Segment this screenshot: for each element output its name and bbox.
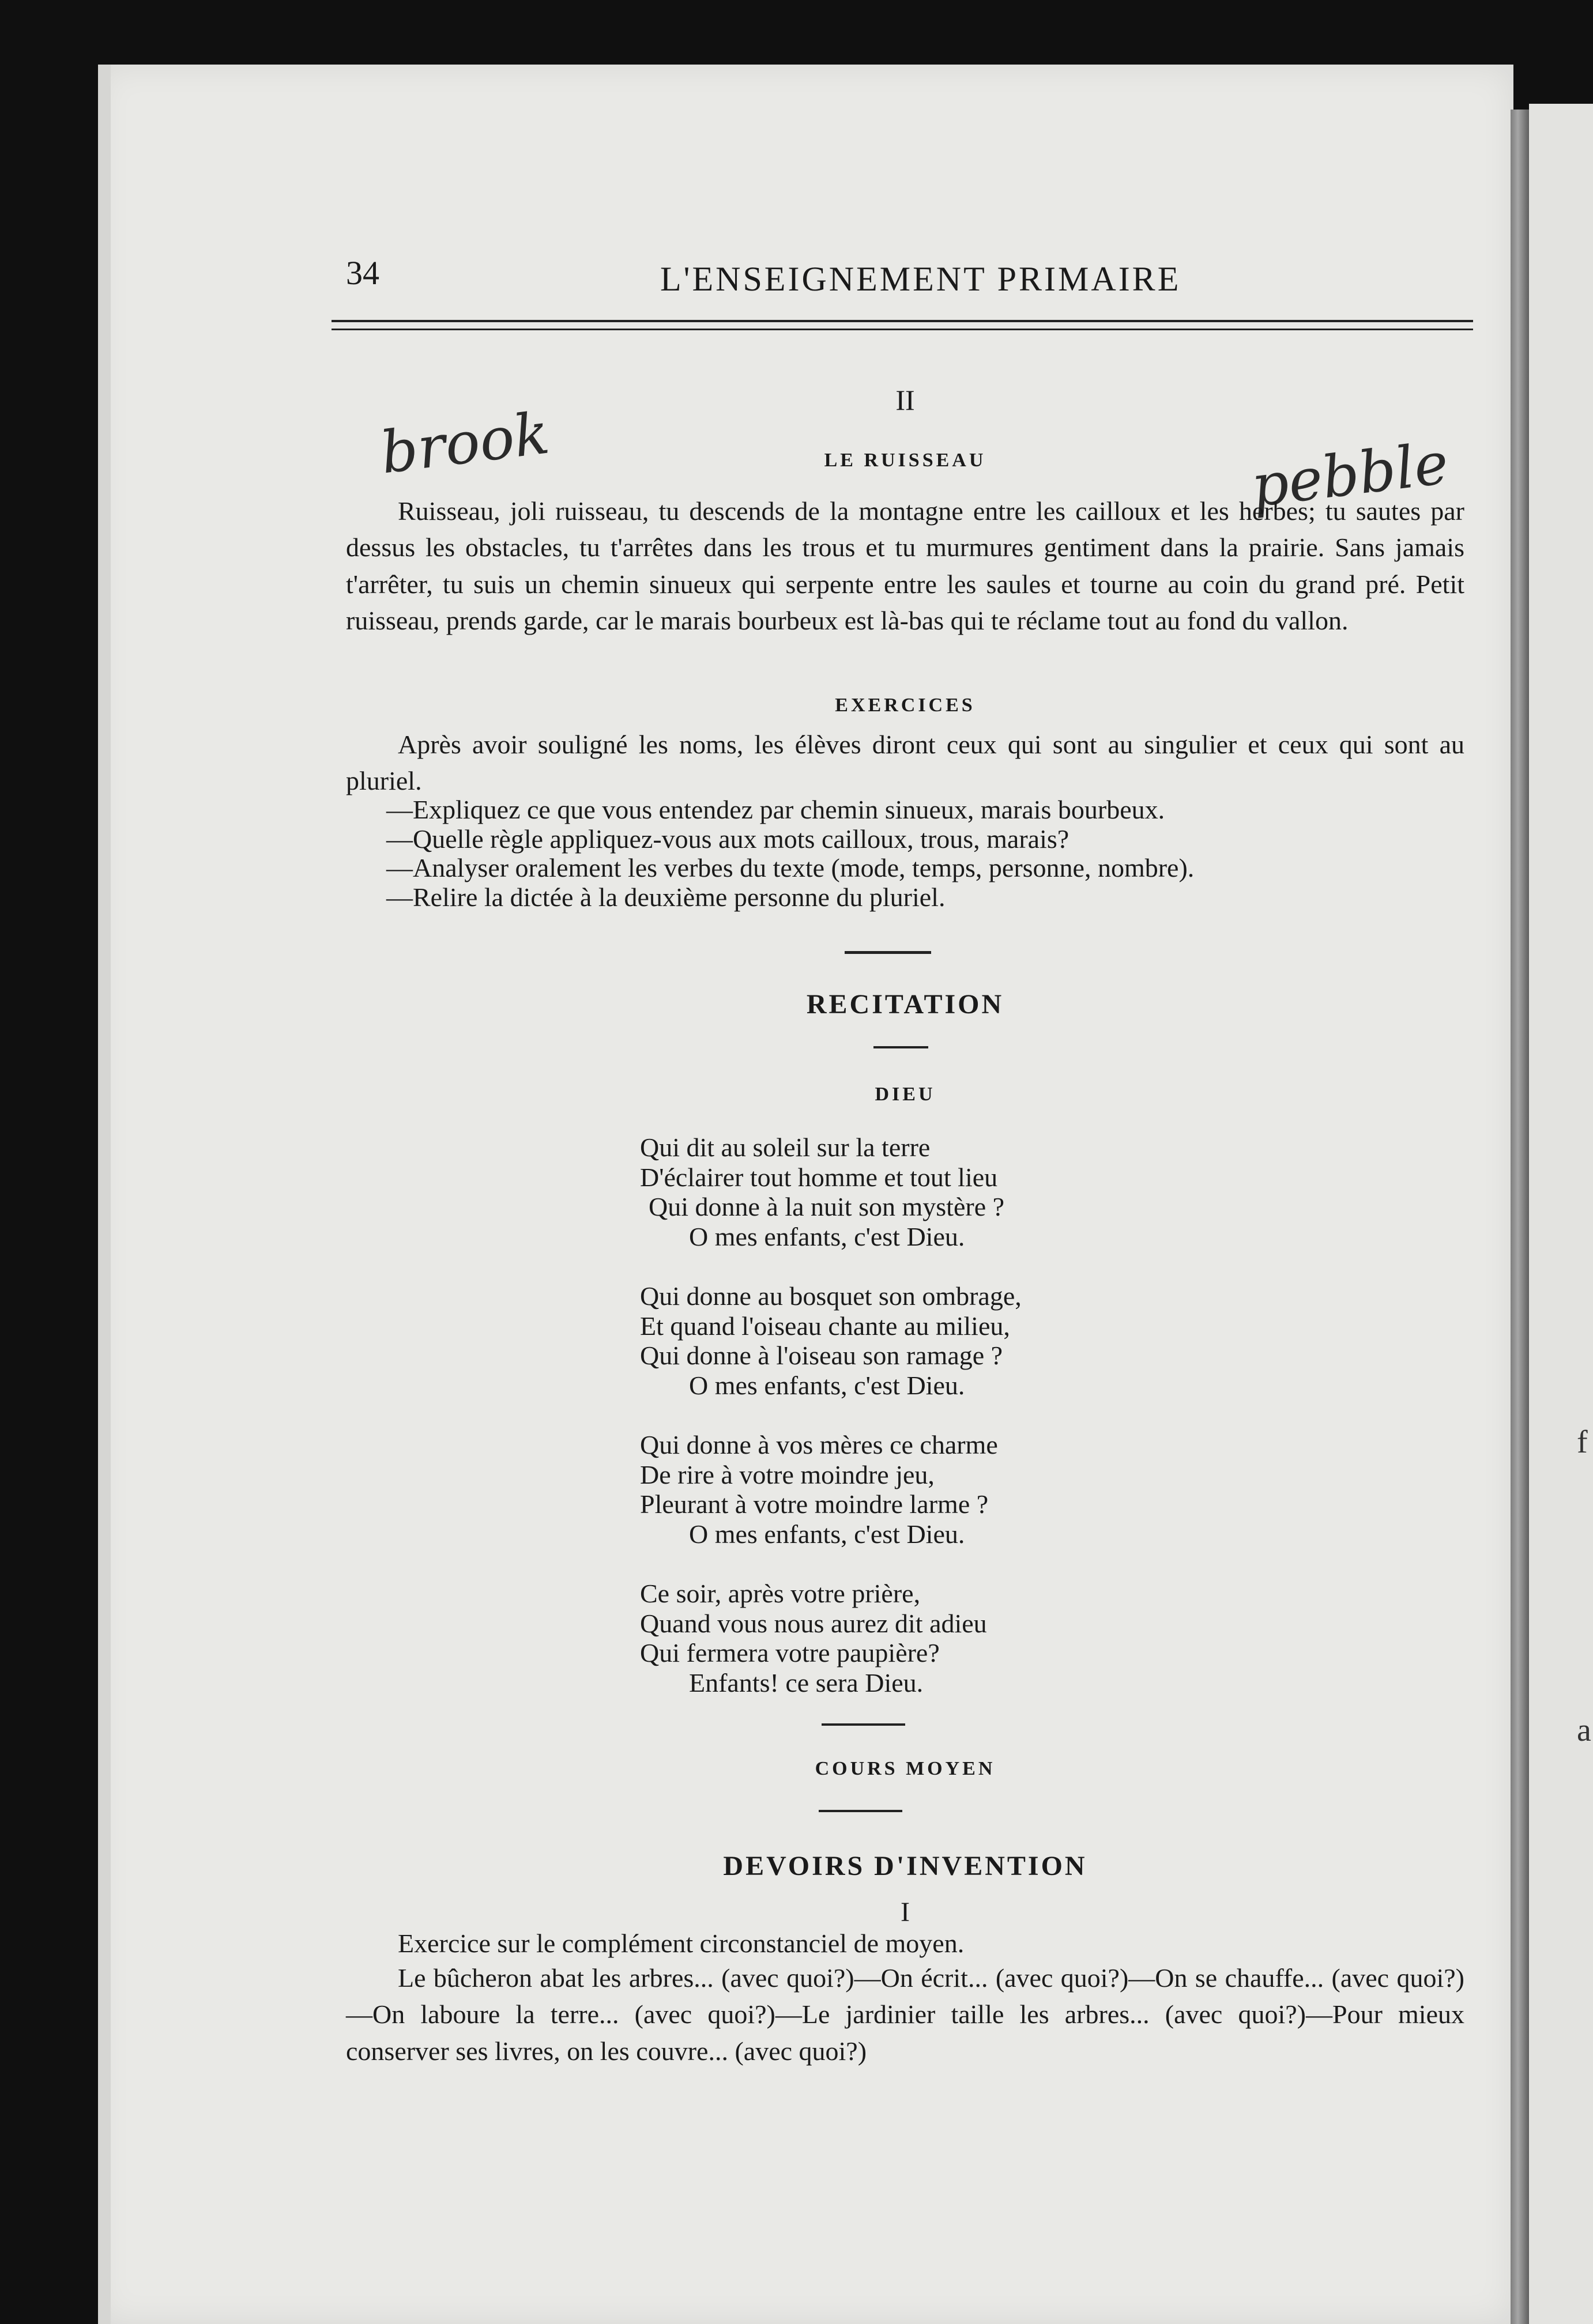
devoirs-text: Le bûcheron abat les arbres... (avec quoi?)—On écrit... (avec quoi?)—On se chauffe... (avec quoi?)—On laboure la terre... (avec quoi?)—Le jardinier taille les arbres... (avec quoi?)—Pour mieux conserver ses livres, on les couvre... (avec quoi?) (346, 1963, 1464, 2066)
poem-line: O mes enfants, c'est Dieu. (689, 1221, 965, 1251)
facing-page-edge (1529, 104, 1593, 2324)
poem-line: O mes enfants, c'est Dieu. (689, 1370, 965, 1400)
devoirs-intro: Exercice sur le complément circonstanciel de moyen. (398, 1929, 965, 1958)
page-left-edge (98, 65, 111, 2324)
poem-line: Qui fermera votre paupière? (640, 1638, 940, 1668)
header-rule-thin (332, 329, 1473, 330)
facing-page-fragment: a (1577, 1712, 1591, 1748)
dictation-title: LE RUISSEAU (824, 450, 986, 471)
exercises-intro: Après avoir souligné les noms, les élèves diront ceux qui sont au singulier et ceux qui sont au pluriel. (346, 730, 1464, 796)
devoirs-heading: DEVOIRS D'INVENTION (723, 1851, 1087, 1881)
header-rule (332, 320, 1473, 322)
devoirs-number: I (901, 1897, 910, 1927)
poem-line: Qui dit au soleil sur la terre (640, 1133, 931, 1162)
handwritten-annotation-pebble: pebble (1248, 429, 1452, 520)
poem-line: O mes enfants, c'est Dieu. (689, 1519, 965, 1549)
poem-title: DIEU (875, 1084, 936, 1105)
section-number: II (895, 384, 915, 416)
poem-line: Quand vous nous aurez dit adieu (640, 1608, 987, 1638)
section-divider (819, 1810, 902, 1812)
running-title: L'ENSEIGNEMENT PRIMAIRE (660, 260, 1181, 298)
page-gutter (1511, 110, 1529, 2324)
poem-line: Ce soir, après votre prière, (640, 1579, 921, 1609)
section-divider (873, 1046, 928, 1048)
poem-line: Pleurant à votre moindre larme ? (640, 1489, 989, 1519)
poem-stanza (640, 1579, 1159, 1697)
exercise-item: —Expliquez ce que vous entendez par chemin sinueux, marais bourbeux. (386, 795, 1165, 824)
facing-page-fragment: f (1577, 1424, 1588, 1460)
exercise-item: —Analyser oralement les verbes du texte (mode, temps, personne, nombre). (386, 853, 1195, 883)
poem (640, 1133, 1159, 1727)
section-divider (822, 1723, 905, 1726)
poem-line: De rire à votre moindre jeu, (640, 1459, 935, 1489)
page-header (346, 248, 1473, 317)
exercise-item: —Quelle règle appliquez-vous aux mots cailloux, trous, marais? (386, 824, 1069, 854)
exercises-list (346, 795, 1464, 912)
exercise-item: —Relire la dictée à la deuxième personne du pluriel. (386, 882, 946, 912)
dictation-text: Ruisseau, joli ruisseau, tu descends de la montagne entre les cailloux et les herbes; tu sautes par dessus les obstacles, tu t'arrêtes dans les trous et tu murmures gentiment dans la prairie. Sans jamais t'arrêter, tu suis un chemin sinueux qui serpente entre les saules et tourne au coin du grand pré. Petit ruisseau, prends garde, car le marais bourbeux est là-bas qui te réclame tout au fond du vallon. (346, 496, 1464, 636)
poem-stanza (640, 1281, 1159, 1400)
poem-line: Et quand l'oiseau chante au milieu, (640, 1311, 1010, 1341)
poem-line: Qui donne au bosquet son ombrage, (640, 1281, 1022, 1311)
section-divider (845, 951, 931, 954)
poem-stanza (640, 1430, 1159, 1549)
handwritten-annotation-brook: brook (376, 399, 553, 487)
poem-line: Qui donne à la nuit son mystère ? (649, 1192, 1005, 1222)
poem-line: D'éclairer tout homme et tout lieu (640, 1162, 998, 1192)
exercises-heading: EXERCICES (835, 695, 976, 716)
poem-stanza (640, 1133, 1159, 1251)
page-number: 34 (346, 254, 379, 292)
poem-line: Enfants! ce sera Dieu. (689, 1667, 924, 1697)
poem-line: Qui donne à vos mères ce charme (640, 1430, 998, 1460)
cours-moyen-label: COURS MOYEN (815, 1758, 996, 1779)
poem-line: Qui donne à l'oiseau son ramage ? (640, 1341, 1003, 1371)
recitation-heading: RECITATION (806, 989, 1004, 1020)
